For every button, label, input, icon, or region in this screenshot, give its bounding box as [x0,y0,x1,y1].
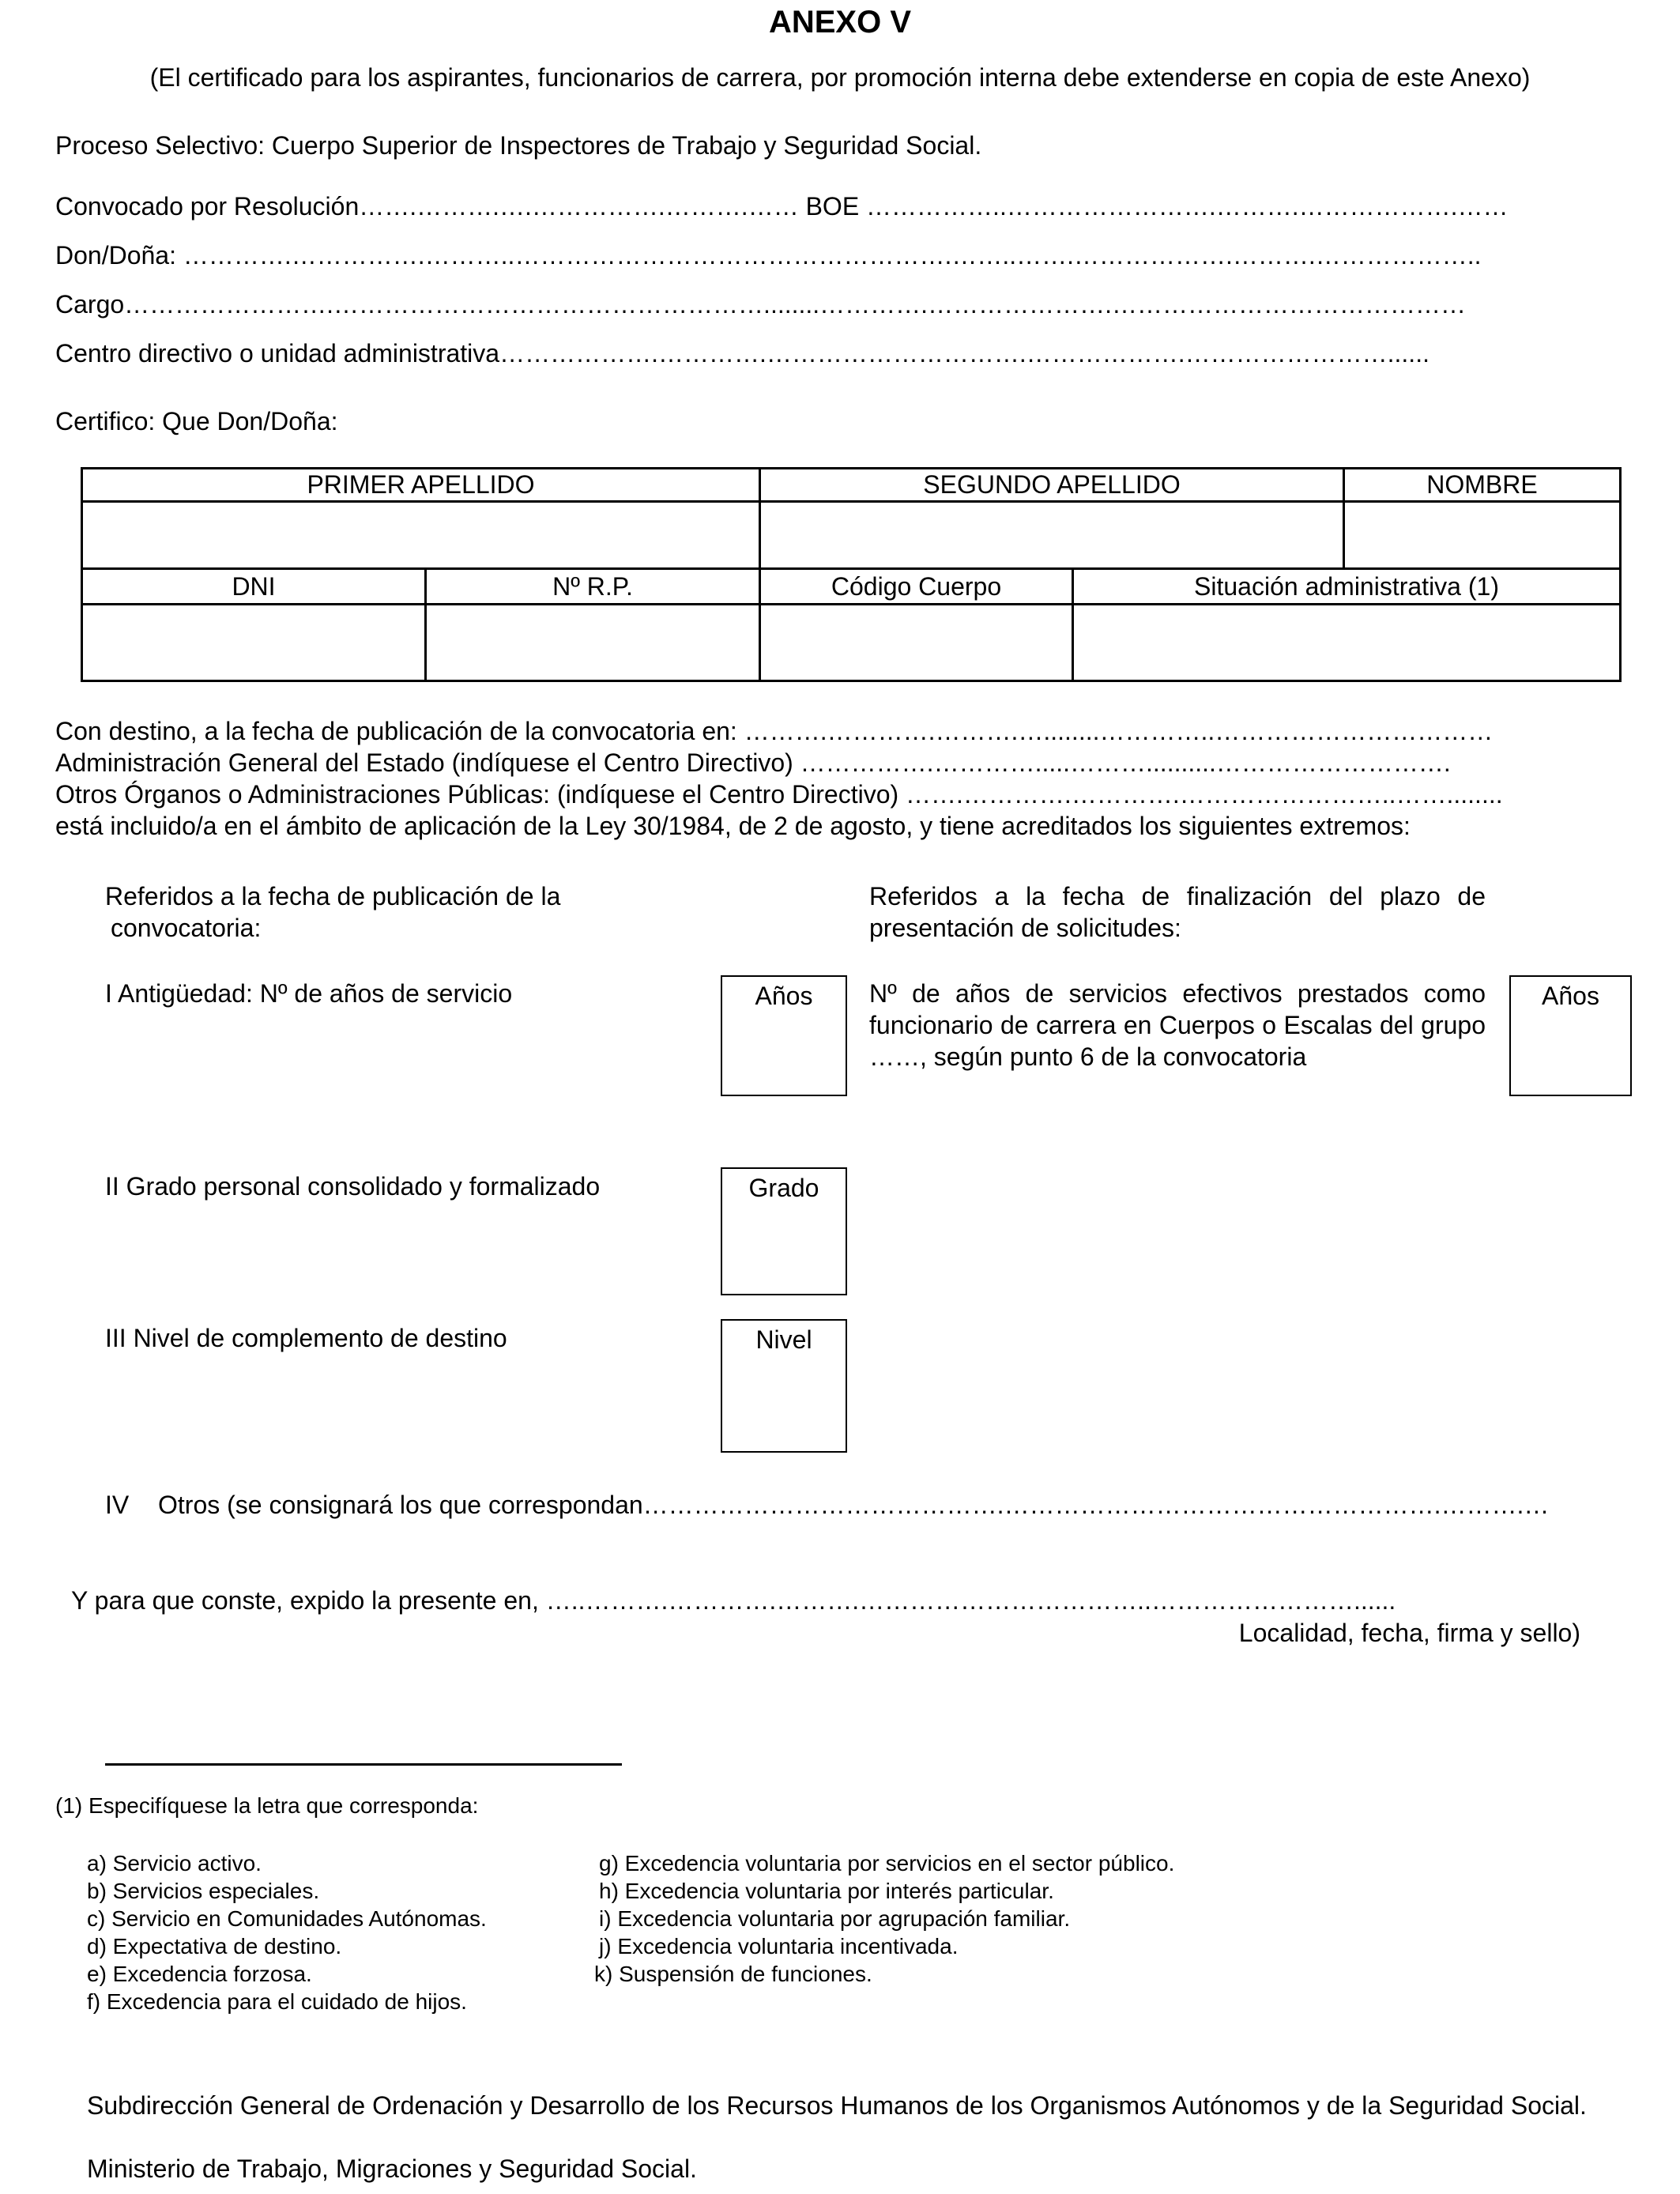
cell-primer-apellido[interactable] [82,502,760,569]
header-dni: DNI [82,569,426,604]
antiguedad-label: I Antigüedad: Nº de años de servicio [105,979,513,1008]
cell-nombre[interactable] [1344,502,1621,569]
destino-line-4: está incluido/a en el ámbito de aplicación de la Ley 30/1984, de 2 de agosto, y tiene acreditados los siguientes extremos: [55,812,1411,840]
header-primer-apellido: PRIMER APELLIDO [82,469,760,502]
servicios-efectivos-label: Nº de años de servicios efectivos prestados como funcionario de carrera en Cuerpos o Escalas del grupo ……, según punto 6 de la convocatoria [869,979,1486,1071]
grado-box[interactable]: Grado [721,1167,847,1295]
header-segundo-apellido: SEGUNDO APELLIDO [760,469,1344,502]
anos-box-left[interactable]: Años [721,975,847,1096]
footnote-item: b) Servicios especiales. [87,1879,320,1903]
proceso-selectivo: Proceso Selectivo: Cuerpo Superior de Inspectores de Trabajo y Seguridad Social. [55,131,982,160]
footnote-item: f) Excedencia para el cuidado de hijos. [87,1989,467,2014]
footnote-item: h) Excedencia voluntaria por interés particular. [599,1879,1054,1903]
cell-dni[interactable] [82,604,426,680]
footnote-left-list [87,1849,487,2015]
footnote-intro: (1) Especifíquese la letra que corresponda: [55,1793,479,1818]
issuer-ministerio: Ministerio de Trabajo, Migraciones y Seguridad Social. [87,2154,697,2183]
footnote-right-list [594,1849,1174,1988]
footnote-item: k) Suspensión de funciones. [594,1962,872,1986]
cargo-field: Cargo…………………….……………………………………………........………….………………….…………………………………… [55,290,1466,319]
footnote-separator [105,1763,622,1766]
cell-situacion-administrativa[interactable] [1073,604,1621,680]
footnote-item: e) Excedencia forzosa. [87,1962,312,1986]
don-dona-field: Don/Doña: ………….…………….………..…………………………………………….……..…….……………….……….……………….. [55,241,1482,270]
header-situacion-administrativa: Situación administrativa (1) [1073,569,1621,604]
destino-line-1: Con destino, a la fecha de publicación de la convocatoria en: ……….………….……….…........…………..…………………………… [55,717,1494,745]
header-nrp: Nº R.P. [426,569,760,604]
convocado-field: Convocado por Resolución…….……….….…………….……….…… BOE ……………..…………………….……….……………….…… [55,192,1509,221]
firma-label: Localidad, fecha, firma y sello) [1238,1619,1580,1647]
left-heading-2: convocatoria: [111,914,262,942]
footnote-item: g) Excedencia voluntaria por servicios en el sector público. [599,1851,1175,1875]
footnote-item: c) Servicio en Comunidades Autónomas. [87,1906,487,1931]
footnote-item: a) Servicio activo. [87,1851,262,1875]
header-nombre: NOMBRE [1344,469,1621,502]
cell-segundo-apellido[interactable] [760,502,1344,569]
destino-line-3: Otros Órganos o Administraciones Públicas: (indíquese el Centro Directivo) …….………….………….……………………..……........ [55,780,1503,809]
otros-text: Otros (se consignará los que correspondan…………………………………….…………………………………………….……….… [158,1491,1550,1519]
certifico-label: Certifico: Que Don/Doña: [55,407,338,435]
nivel-box[interactable]: Nivel [721,1319,847,1453]
footnote-item: i) Excedencia voluntaria por agrupación familiar. [599,1906,1071,1931]
left-heading: Referidos a la fecha de publicación de la [105,882,561,910]
right-heading: Referidos a la fecha de finalización del plazo de presentación de solicitudes: [869,882,1486,942]
issuer-subdireccion: Subdirección General de Ordenación y Desarrollo de los Recursos Humanos de los Organismos Autónomos y de la Seguridad Social. [87,2091,1587,2120]
grado-label: II Grado personal consolidado y formalizado [105,1172,601,1201]
header-codigo-cuerpo: Código Cuerpo [760,569,1073,604]
footnote-item: j) Excedencia voluntaria incentivada. [599,1934,959,1958]
expido-line: Y para que conste, expido la presente en, …..……….………….……….……………………………..……………………...... [71,1586,1396,1615]
destino-line-2: Administración General del Estado (indíquese el Centro Directivo) …………….………….....………..........………………………. [55,748,1451,777]
footnote-item: d) Expectativa de destino. [87,1934,342,1958]
otros-numeral: IV [105,1491,130,1519]
anos-box-right[interactable]: Años [1509,975,1632,1096]
centro-field: Centro directivo o unidad administrativa……………….………….………………………….……………….……………………...... [55,339,1430,368]
cell-nrp[interactable] [426,604,760,680]
page-subtitle: (El certificado para los aspirantes, funcionarios de carrera, por promoción interna debe extenderse en copia de este Anexo) [149,63,1531,92]
cell-codigo-cuerpo[interactable] [760,604,1073,680]
personal-data-table [81,467,1622,682]
page-title: ANEXO V [768,5,912,40]
nivel-label: III Nivel de complemento de destino [105,1324,507,1352]
